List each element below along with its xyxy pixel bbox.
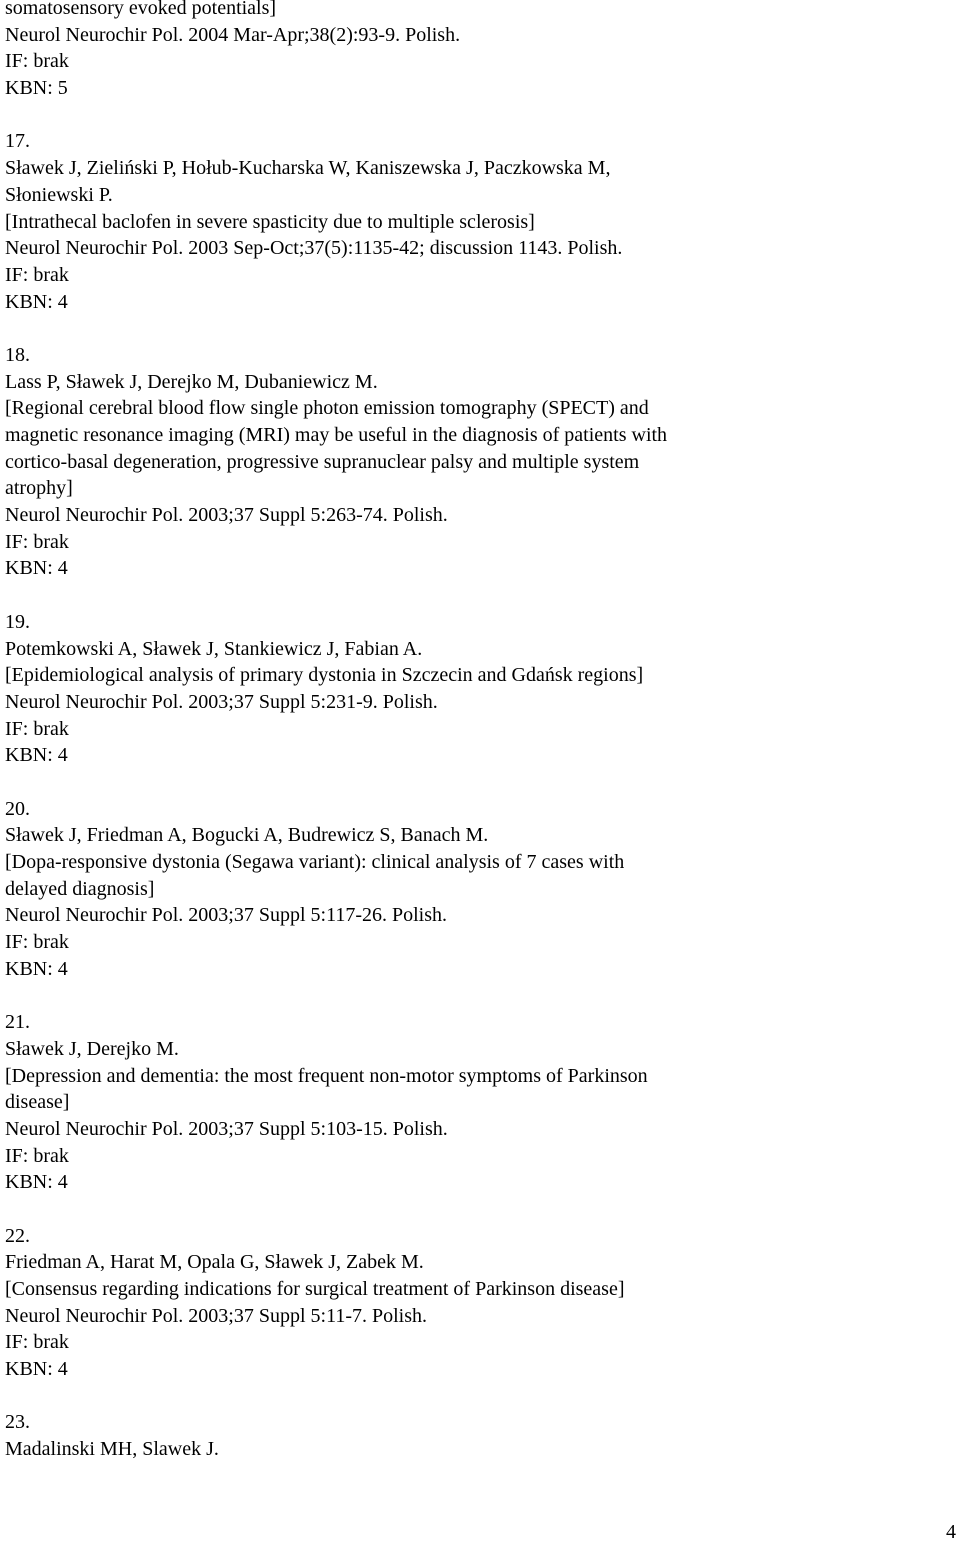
entry-separator bbox=[5, 102, 955, 129]
entry-journal: Neurol Neurochir Pol. 2003;37 Suppl 5:103-15. Polish. bbox=[5, 1117, 448, 1140]
entry-number: 17. bbox=[5, 130, 30, 153]
entry-number: 19. bbox=[5, 610, 30, 633]
entry-separator bbox=[5, 1383, 955, 1410]
entry-if: IF: brak bbox=[5, 530, 69, 553]
entry-title: atrophy] bbox=[5, 477, 73, 500]
entry-title: [Consensus regarding indications for surgical treatment of Parkinson disease] bbox=[5, 1278, 625, 1300]
entry-authors: Sławek J, Derejko M. bbox=[5, 1037, 179, 1060]
entry-title: cortico-basal degeneration, progressive supranuclear palsy and multiple system bbox=[5, 450, 640, 473]
entry-if: IF: brak bbox=[5, 717, 69, 740]
entry-journal: Neurol Neurochir Pol. 2003;37 Suppl 5:231-9. Polish. bbox=[5, 690, 438, 713]
entry-authors: Sławek J, Zieliński P, Hołub-Kucharska W, Kaniszewska J, Paczkowska M, bbox=[5, 157, 611, 180]
entry-authors: Sławek J, Friedman A, Bogucki A, Budrewicz S, Banach M. bbox=[5, 824, 489, 847]
entry-kbn: KBN: 4 bbox=[5, 957, 68, 980]
entry-title: magnetic resonance imaging (MRI) may be useful in the diagnosis of patients with bbox=[5, 424, 668, 446]
entry-separator bbox=[5, 769, 955, 796]
entry-authors: Słoniewski P. bbox=[5, 183, 113, 206]
entry-separator bbox=[5, 982, 955, 1009]
continued-kbn: KBN: 5 bbox=[5, 77, 68, 100]
entry-kbn: KBN: 4 bbox=[5, 557, 68, 580]
continued-journal: Neurol Neurochir Pol. 2004 Mar-Apr;38(2):93-9. Polish. bbox=[5, 23, 461, 46]
entry-if: IF: brak bbox=[5, 1144, 69, 1167]
entry-number: 23. bbox=[5, 1411, 30, 1434]
entry-kbn: KBN: 4 bbox=[5, 290, 68, 313]
entry-title: [Epidemiological analysis of primary dystonia in Szczecin and Gdańsk regions] bbox=[5, 664, 644, 687]
continued-if: IF: brak bbox=[5, 50, 69, 73]
entry-title: delayed diagnosis] bbox=[5, 877, 155, 900]
entry-if: IF: brak bbox=[5, 1331, 69, 1354]
entry-title: [Intrathecal baclofen in severe spasticity due to multiple sclerosis] bbox=[5, 210, 535, 233]
entry-separator bbox=[5, 1196, 955, 1223]
entry-journal: Neurol Neurochir Pol. 2003;37 Suppl 5:11-7. Polish. bbox=[5, 1304, 428, 1327]
page-number: 4 bbox=[946, 1521, 956, 1543]
entry-number: 22. bbox=[5, 1224, 30, 1247]
entry-authors: Friedman A, Harat M, Opala G, Sławek J, Zabek M. bbox=[5, 1251, 424, 1274]
publication-list bbox=[5, 0, 955, 1463]
entry-authors: Madalinski MH, Slawek J. bbox=[5, 1438, 219, 1461]
entry-journal: Neurol Neurochir Pol. 2003;37 Suppl 5:117-26. Polish. bbox=[5, 904, 448, 927]
entry-kbn: KBN: 4 bbox=[5, 1171, 68, 1194]
entry-separator bbox=[5, 315, 955, 342]
entry-kbn: KBN: 4 bbox=[5, 1358, 68, 1381]
continued-title: somatosensory evoked potentials] bbox=[5, 0, 277, 19]
entry-title: disease] bbox=[5, 1091, 70, 1114]
entry-authors: Lass P, Sławek J, Derejko M, Dubaniewicz M. bbox=[5, 370, 378, 393]
entry-journal: Neurol Neurochir Pol. 2003;37 Suppl 5:263-74. Polish. bbox=[5, 504, 448, 527]
entry-title: [Depression and dementia: the most frequent non-motor symptoms of Parkinson bbox=[5, 1064, 648, 1087]
entry-title: [Dopa-responsive dystonia (Segawa variant): clinical analysis of 7 cases with bbox=[5, 851, 625, 873]
entry-number: 20. bbox=[5, 797, 30, 820]
entry-authors: Potemkowski A, Sławek J, Stankiewicz J, Fabian A. bbox=[5, 637, 423, 660]
entry-if: IF: brak bbox=[5, 931, 69, 954]
entry-title: [Regional cerebral blood flow single photon emission tomography (SPECT) and bbox=[5, 397, 649, 420]
entry-kbn: KBN: 4 bbox=[5, 744, 68, 767]
entry-separator bbox=[5, 582, 955, 609]
entry-journal: Neurol Neurochir Pol. 2003 Sep-Oct;37(5):1135-42; discussion 1143. Polish. bbox=[5, 237, 623, 260]
entry-number: 18. bbox=[5, 343, 30, 366]
entry-if: IF: brak bbox=[5, 263, 69, 286]
entry-number: 21. bbox=[5, 1011, 30, 1034]
